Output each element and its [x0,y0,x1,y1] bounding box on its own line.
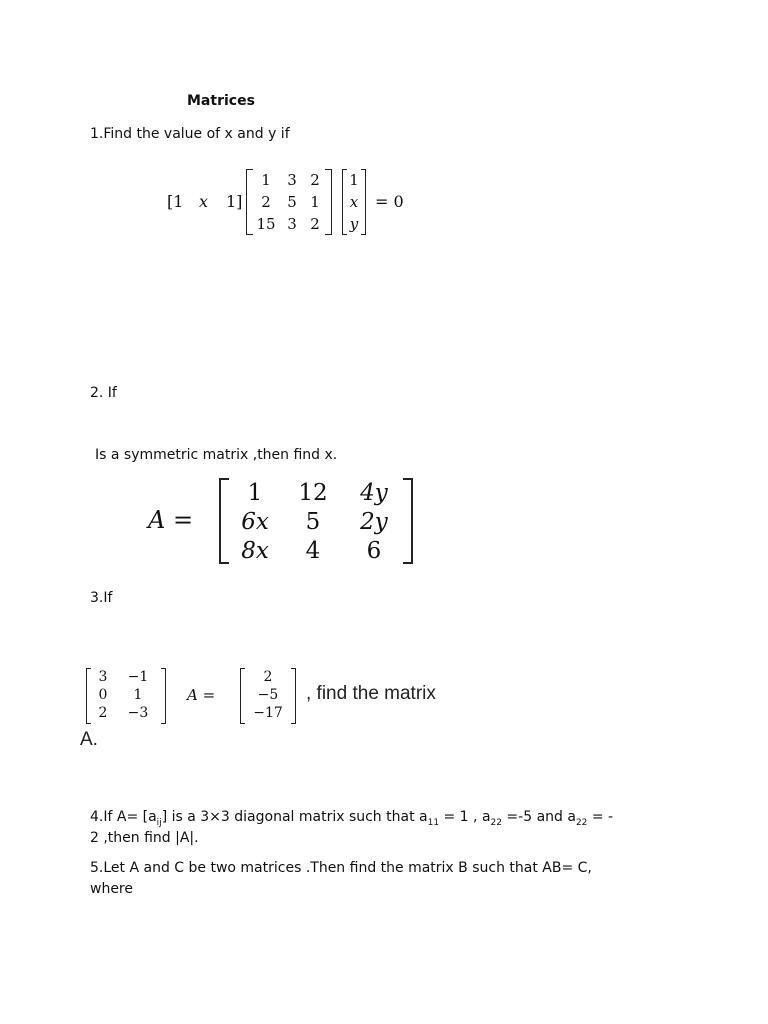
vector-cell: x [349,193,359,211]
matrix-cell: 8x [241,537,269,564]
matrix-a-end: A. [80,729,98,750]
vector-cell: −17 [253,705,283,721]
left-bracket [246,169,253,235]
question-2-if: 2. If [90,385,117,401]
row-vector-open: [1 [167,192,184,211]
right-bracket [161,668,166,724]
left-matrix-3x2 [86,668,166,724]
find-the-matrix-text: , find the matrix [306,683,436,704]
matrix-cell: 2 [98,705,108,721]
matrix-cell: 6x [241,508,269,535]
equals-zero: = 0 [375,192,404,211]
matrix-cell: 1 [261,171,271,189]
question-2-text: Is a symmetric matrix ,then find x. [95,447,338,463]
question-5-line-2: where [90,881,133,897]
q4-sub-22b: 22 [575,817,588,828]
right-bracket [325,169,332,235]
matrix-cell: 4y [360,479,388,506]
matrix-3x3 [246,169,332,235]
q4-part1: 4.If A= [a [90,809,157,825]
page-title: Matrices [187,93,255,109]
matrix-cell: 2 [310,171,320,189]
matrix-cell: 1 [310,193,320,211]
symmetric-matrix [219,478,413,564]
row-vector-x: x [199,192,209,211]
left-bracket [219,478,229,564]
q4-part5: = - [587,809,614,825]
question-5-line-1: 5.Let A and C be two matrices .Then find the matrix B such that AB= C, [90,860,592,876]
vector-cell: −5 [257,687,279,703]
matrix-cell: 5 [287,193,297,211]
matrix-cell: 2 [261,193,271,211]
matrix-cell: 5 [305,508,321,535]
matrix-cell: −3 [127,705,149,721]
matrix-cell: 3 [287,215,297,233]
matrix-cell: 1 [247,479,263,506]
question-1-text: 1.Find the value of x and y if [90,126,290,142]
question-4-line-2: 2 ,then find |A|. [90,830,199,846]
q4-sub-11: 11 [427,817,440,828]
a-equals: A = [187,686,216,704]
matrix-cell: 3 [287,171,297,189]
matrix-cell: 1 [133,687,143,703]
matrix-cell: −1 [127,669,149,685]
question-3-if: 3.If [90,590,113,606]
matrix-cell: 3 [98,669,108,685]
matrix-a-label: A = [148,506,194,534]
right-bracket [361,169,366,235]
right-column-matrix [240,668,296,724]
column-vector [342,169,366,235]
matrix-cell: 0 [98,687,108,703]
q4-part3b: , a [468,809,491,825]
q4-part4: =-5 and a [501,809,576,825]
matrix-cell: 4 [305,537,321,564]
vector-cell: 2 [263,669,273,685]
q4-part3: = 1 [439,809,469,825]
right-bracket [291,668,296,724]
q4-part2: ] is a 3×3 diagonal matrix such that a [161,809,428,825]
matrix-cell: 6 [366,537,382,564]
matrix-cell: 12 [298,479,328,506]
matrix-cell: 2y [360,508,388,535]
q4-sub-ij: ij [156,817,162,828]
vector-cell: y [349,215,359,233]
matrix-cell: 2 [310,215,320,233]
right-bracket [403,478,413,564]
vector-cell: 1 [349,171,359,189]
q4-sub-22a: 22 [490,817,502,828]
matrix-cell: 15 [256,215,276,233]
row-vector-close: 1] [226,192,243,211]
